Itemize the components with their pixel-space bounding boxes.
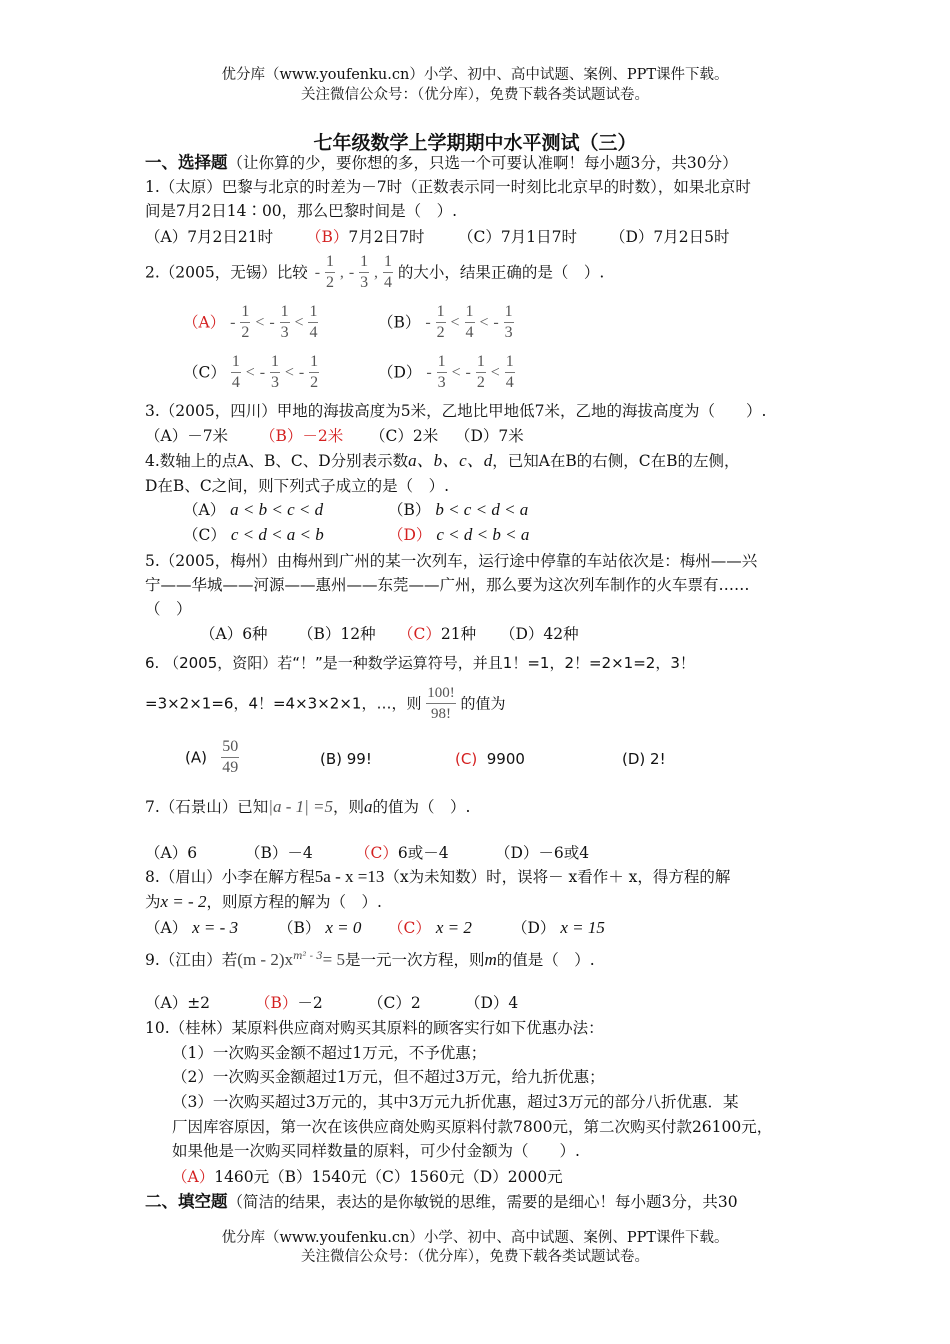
q5-line-3: （ ） [145, 600, 192, 618]
q6-option-b: (B) 99! [320, 750, 372, 768]
q8-option-b: （B） x = 0 [278, 918, 362, 937]
footer-line-1: 优分库（www.youfenku.cn）小学、初中、高中试题、案例、PPT课件下载。 [221, 1230, 729, 1246]
q6-line-1: 6. （2005，资阳）若“！”是一种数学运算符号，并且1！=1，2！=2×1=2，3！ [145, 654, 695, 672]
q4-line-1: 4.数轴上的点A、B、C、D分别表示数a、b、c、d，已知A在B的右侧，C在B的左侧， [145, 451, 740, 470]
q1-option-a: （A）7月2日21时 [145, 228, 274, 246]
q5-line-2: 宁——华城——河源——惠州——东莞——广州，那么要为这次列车制作的火车票有…… [145, 576, 750, 594]
q7-option-b: （B）－4 [245, 844, 313, 862]
q3-line-1: 3.（2005，四川）甲地的海拔高度为5米，乙地比甲地低7米，乙地的海拔高度为（ ）. [145, 402, 767, 420]
q2-option-a: （A） - $\frac{1}{2}$ < - $\frac{1}{3}$ < $\frac{1}{4}$ [183, 303, 318, 341]
q1-option-d: （D）7月2日5时 [610, 228, 730, 246]
q9-option-c: （C）2 [368, 994, 421, 1012]
q7-option-a: （A）6 [145, 844, 198, 862]
q9-option-a: （A）±2 [145, 994, 211, 1012]
q2-suffix: 的大小，结果正确的是（ ）. [397, 263, 605, 282]
header-line-2: 关注微信公众号：（优分库），免费下载各类试题试卷。 [301, 87, 649, 103]
q2-prefix: 2.（2005，无锡）比较 [145, 263, 308, 282]
section-1-label: 一、选择题 [145, 153, 228, 172]
q7-line-1: 7.（石景山）已知|a - 1| =5，则a的值为（ ）. [145, 797, 471, 816]
q1-option-b [306, 227, 424, 247]
q9-line-1: 9.（江由）若$(m - 2)x^{m^2 - 3}= 5$是一元一次方程，则m的值是（ ）. [145, 950, 595, 970]
q1-line-1: 1.（太原）巴黎与北京的时差为－7时（正数表示同一时刻比北京早的时数），如果北京时 [145, 178, 751, 196]
q4-line-2: D在B、C之间，则下列式子成立的是（ ）. [145, 477, 450, 495]
q10-item-1: （1）一次购买金额不超过1万元，不予优惠； [172, 1044, 487, 1062]
q10-item-3b: 厂因库容原因，第一次在该供应商处购买原料付款7800元，第二次购买付款26100元， [172, 1118, 773, 1136]
q5-option-c: （C）21种 [398, 625, 477, 643]
q3-option-d: （D）7米 [455, 427, 524, 445]
q10-item-3c: 如果他是一次购买同样数量的原料，可少付金额为（ ）. [172, 1142, 580, 1160]
q1-option-b-text: 7月2日7时 [348, 228, 425, 246]
section-2-heading [145, 1192, 738, 1212]
q9-option-b: （B）－2 [255, 994, 323, 1012]
q3-option-a: （A）－7米 [145, 427, 229, 445]
q1-option-c: （C）7月1日7时 [458, 228, 577, 246]
q6-option-c: (C) 9900 [455, 750, 525, 768]
header-line-1: 优分库（www.youfenku.cn）小学、初中、高中试题、案例、PPT课件下载。 [221, 67, 729, 83]
q5-option-a: （A）6种 [200, 625, 268, 643]
q5-line-1: 5.（2005，梅州）由梅州到广州的某一次列车，运行途中停靠的车站依次是：梅州——兴 [145, 552, 758, 570]
section-1-desc: （让你算的少，要你想的多，只选一个可要认准啊！每小题3分，共30分） [227, 154, 738, 172]
q10-line-1: 10.（桂林）某原料供应商对购买其原料的顾客实行如下优惠办法： [145, 1019, 604, 1037]
q10-item-2: （2）一次购买金额超过1万元，但不超过3万元，给九折优惠； [172, 1068, 605, 1086]
footer-line-2: 关注微信公众号：（优分库），免费下载各类试题试卷。 [301, 1249, 649, 1265]
q3-option-b: （B）－2米 [260, 427, 344, 445]
q5-option-b: （B）12种 [298, 625, 376, 643]
q2-option-b: （B） - $\frac{1}{2}$ < $\frac{1}{4}$ < - $\frac{1}{3}$ [378, 303, 513, 341]
page-title: 七年级数学上学期期中水平测试（三） [313, 132, 637, 154]
q7-option-c: （C）6或－4 [355, 844, 449, 862]
q4-option-d: （D） c < d < b < a [388, 525, 530, 544]
q9-option-d: （D）4 [465, 994, 519, 1012]
q8-option-d: （D） x = 15 [512, 918, 605, 937]
q10-options: （A）1460元（B）1540元（C）1560元（D）2000元 [172, 1168, 563, 1186]
q2-option-d: （D） - $\frac{1}{3}$ < - $\frac{1}{2}$ < $\frac{1}{4}$ [378, 353, 514, 391]
q6-option-a: (A) $\frac{50}{49}$ [185, 738, 239, 776]
q7-option-d: （D）－6或4 [495, 844, 590, 862]
q8-option-a: （A） x = - 3 [145, 918, 239, 937]
q3-option-c: （C）2米 [370, 427, 439, 445]
q1-line-2: 间是7月2日14∶00，那么巴黎时间是（ ）. [145, 202, 458, 220]
q4-option-c: （C） c < d < a < b [183, 525, 324, 544]
q6-line-2: =3×2×1=6，4！=4×3×2×1，…，则 $\frac{100!}{98!}$ 的值为 [145, 685, 506, 722]
q8-option-c: （C） x = 2 [388, 918, 472, 937]
q4-option-b: （B） b < c < d < a [388, 500, 529, 519]
q10-item-3: （3）一次购买超过3万元的，其中3万元九折优惠，超过3万元的部分八折优惠．某 [172, 1093, 739, 1111]
q8-line-2: 为x = - 2，则原方程的解为（ ）. [145, 892, 382, 911]
section-2-label: 二、填空题 [145, 1192, 228, 1211]
section-1-heading [145, 153, 738, 173]
q5-option-d: （D）42种 [500, 625, 579, 643]
q6-option-d: (D) 2! [622, 750, 666, 768]
q8-line-1: 8.（眉山）小李在解方程5a - x =13（x为未知数）时，误将－ x看作＋ x，得方程的解 [145, 867, 731, 886]
q2-option-c: （C） $\frac{1}{4}$ < - $\frac{1}{3}$ < - $\frac{1}{2}$ [183, 353, 319, 391]
q4-option-a: （A） a < b < c < d [183, 500, 324, 519]
q2-stem: 2.（2005，无锡）比较 - $\frac{1}{2}$ , - $\frac{1}{3}$ , $\frac{1}{4}$ 的大小，结果正确的是（ ）. [145, 253, 605, 291]
section-2-desc: （简洁的结果，表达的是你敏锐的思维，需要的是细心！每小题3分，共30 [227, 1193, 738, 1211]
q1-option-b-label: （B） [306, 228, 349, 246]
